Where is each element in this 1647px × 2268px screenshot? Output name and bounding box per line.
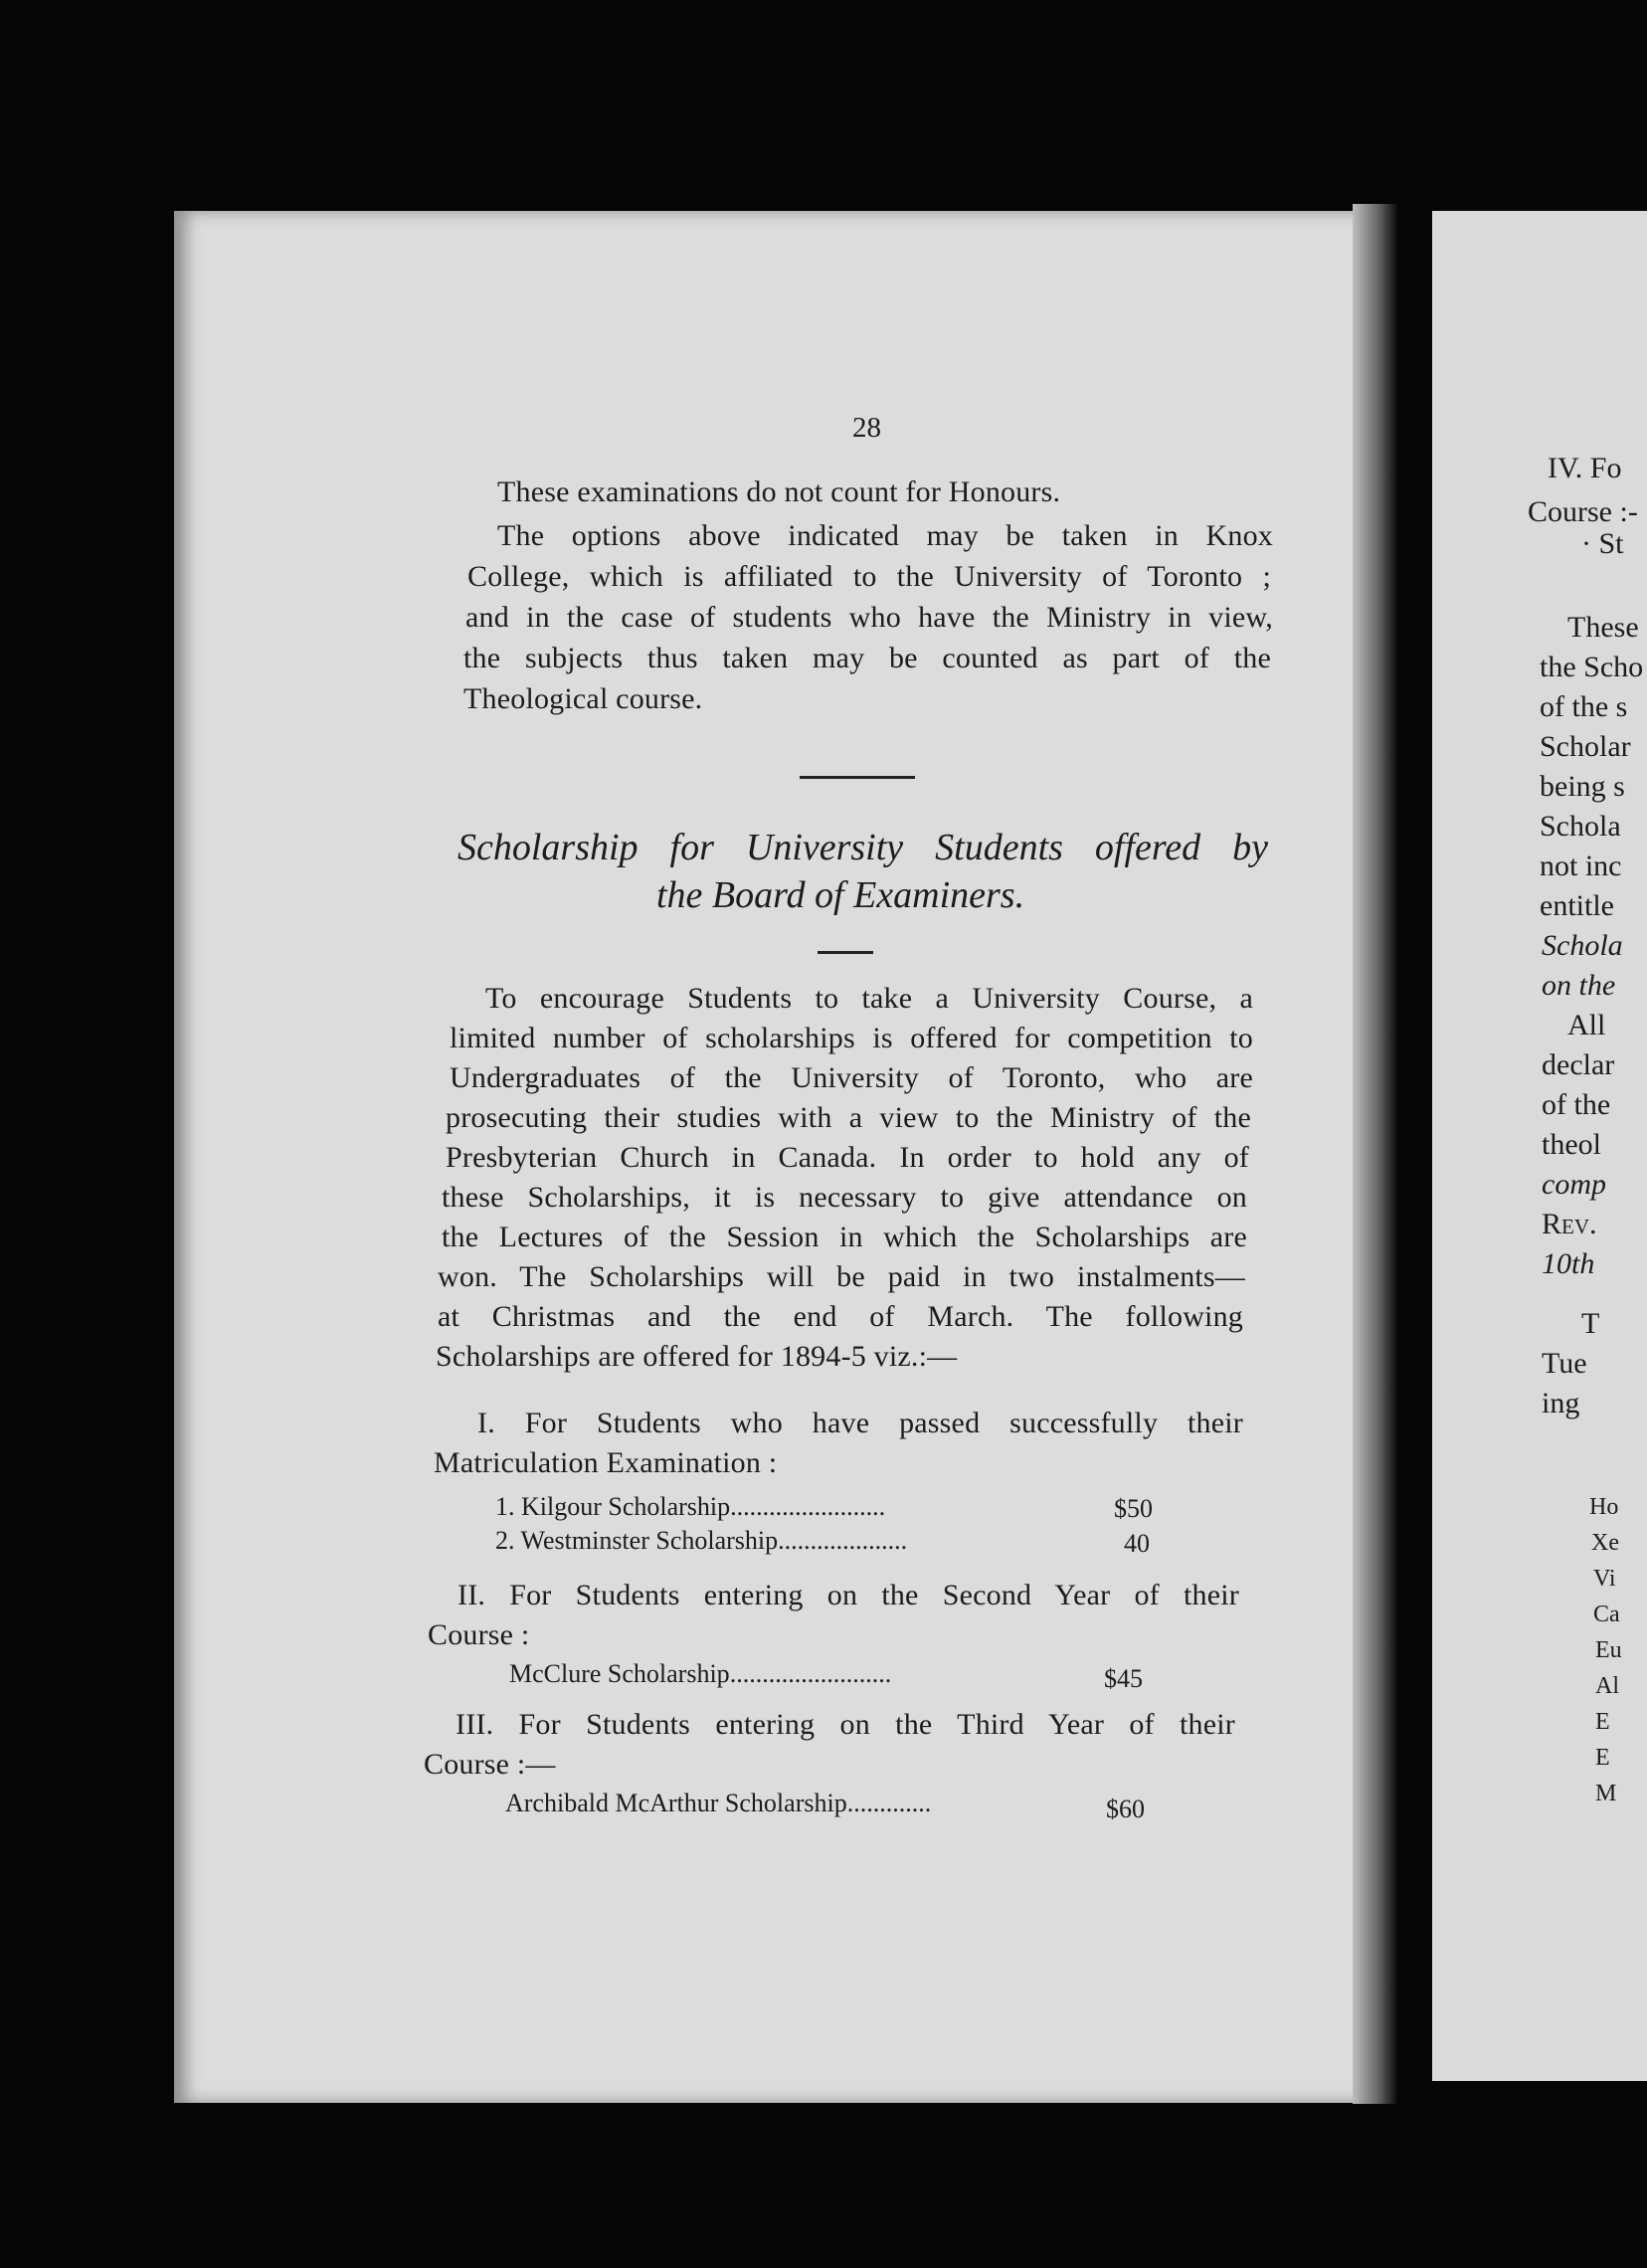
scholarship-entry <box>509 1659 891 1689</box>
top-line-3: College, which is affiliated to the University of Toronto ; <box>467 560 1271 593</box>
section-3-line-2: Course :— <box>424 1748 556 1781</box>
right-fragment: E <box>1595 1709 1610 1735</box>
section-2-line-2: Course : <box>428 1618 530 1651</box>
right-fragment: on the <box>1542 969 1616 1002</box>
dot-leaders: ........................ <box>730 1492 886 1521</box>
scholarship-name: McClure Scholarship <box>509 1659 730 1688</box>
section-heading-line-2: the Board of Examiners. <box>656 874 1025 916</box>
intro-line-6: these Scholarships, it is necessary to give attendance on <box>442 1181 1247 1214</box>
intro-line-9: at Christmas and the end of March. The following <box>438 1300 1243 1333</box>
right-fragment: E <box>1595 1745 1610 1771</box>
divider-rule <box>800 776 915 779</box>
right-fragment: Vi <box>1593 1566 1616 1592</box>
right-fragment: Xe <box>1591 1530 1619 1556</box>
section-1-line-1: I. For Students who have passed successfully their <box>477 1407 1243 1439</box>
intro-line-7: the Lectures of the Session in which the Scholarships are <box>442 1221 1247 1253</box>
right-fragment: comp <box>1542 1168 1606 1201</box>
book-spine-shadow <box>1353 204 1397 2104</box>
top-line-4: and in the case of students who have the Ministry in view, <box>465 601 1273 634</box>
scholarship-entry <box>495 1492 885 1522</box>
intro-line-4: prosecuting their studies with a view to the Ministry of the <box>446 1101 1251 1134</box>
intro-line-2: limited number of scholarships is offered for competition to <box>450 1022 1253 1054</box>
right-fragment: These <box>1567 611 1639 644</box>
top-line-1: These examinations do not count for Honours. <box>497 475 1061 508</box>
scholarship-entry <box>495 1526 907 1556</box>
right-fragment: Eu <box>1595 1637 1622 1663</box>
section-2-line-1: II. For Students entering on the Second Year of their <box>458 1579 1239 1611</box>
intro-line-5: Presbyterian Church in Canada. In order to hold any of <box>446 1141 1249 1174</box>
right-fragment: Tue <box>1542 1347 1587 1380</box>
right-fragment: Schola <box>1540 810 1621 843</box>
page-number: 28 <box>852 412 881 444</box>
dot-leaders: ......................... <box>729 1659 892 1688</box>
right-fragment: the Scho <box>1540 651 1644 683</box>
scholarship-entry <box>505 1789 931 1818</box>
scholarship-name: 1. Kilgour Scholarship <box>495 1492 731 1521</box>
scholarship-amount: 40 <box>1124 1529 1150 1558</box>
right-fragment: T <box>1581 1307 1600 1340</box>
intro-line-8: won. The Scholarships will be paid in two instalments— <box>438 1260 1245 1293</box>
right-fragment: not inc <box>1540 850 1622 882</box>
intro-line-3: Undergraduates of the University of Toronto, who are <box>450 1061 1253 1094</box>
right-fragment: 10th <box>1542 1247 1595 1280</box>
right-fragment: of the s <box>1540 690 1628 723</box>
right-fragment: ing <box>1542 1387 1580 1419</box>
dot-leaders: .................... <box>778 1526 908 1555</box>
section-3-line-1: III. For Students entering on the Third Year of their <box>456 1708 1235 1741</box>
right-fragment: Schola <box>1542 929 1623 962</box>
top-line-2: The options above indicated may be taken in Knox <box>497 519 1273 552</box>
right-fragment: Course :- <box>1528 495 1638 528</box>
intro-line-1: To encourage Students to take a University Course, a <box>485 982 1253 1015</box>
top-line-6: Theological course. <box>463 682 703 715</box>
right-fragment: Al <box>1595 1673 1619 1699</box>
right-fragment: entitle <box>1540 889 1614 922</box>
right-fragment: IV. Fo <box>1548 452 1622 484</box>
scholarship-name: Archibald McArthur Scholarship <box>505 1789 847 1817</box>
section-1-line-2: Matriculation Examination : <box>434 1446 778 1479</box>
right-fragment: M <box>1595 1781 1617 1806</box>
top-line-5: the subjects thus taken may be counted as part of the <box>463 642 1271 674</box>
right-fragment: theol <box>1542 1128 1601 1161</box>
intro-line-10: Scholarships are offered for 1894-5 viz.:— <box>436 1340 958 1373</box>
dot-leaders: ............. <box>846 1789 932 1817</box>
scholarship-name: 2. Westminster Scholarship <box>495 1526 779 1555</box>
scholarship-amount: $60 <box>1106 1795 1145 1823</box>
scholarship-amount: $45 <box>1104 1664 1143 1693</box>
right-fragment: All <box>1567 1009 1606 1041</box>
right-fragment: Ca <box>1593 1602 1620 1627</box>
scholarship-amount: $50 <box>1114 1494 1153 1523</box>
right-fragment: Scholar <box>1540 730 1631 763</box>
short-divider-rule <box>818 951 873 954</box>
right-fragment: · St <box>1581 527 1624 560</box>
right-fragment: Ho <box>1589 1494 1619 1520</box>
right-fragment: of the <box>1542 1088 1611 1121</box>
right-fragment: declar <box>1542 1048 1615 1081</box>
section-heading-line-1: Scholarship for University Students offered by <box>458 827 1268 868</box>
right-fragment: Rev. <box>1542 1208 1597 1240</box>
right-fragment: being s <box>1540 770 1625 803</box>
